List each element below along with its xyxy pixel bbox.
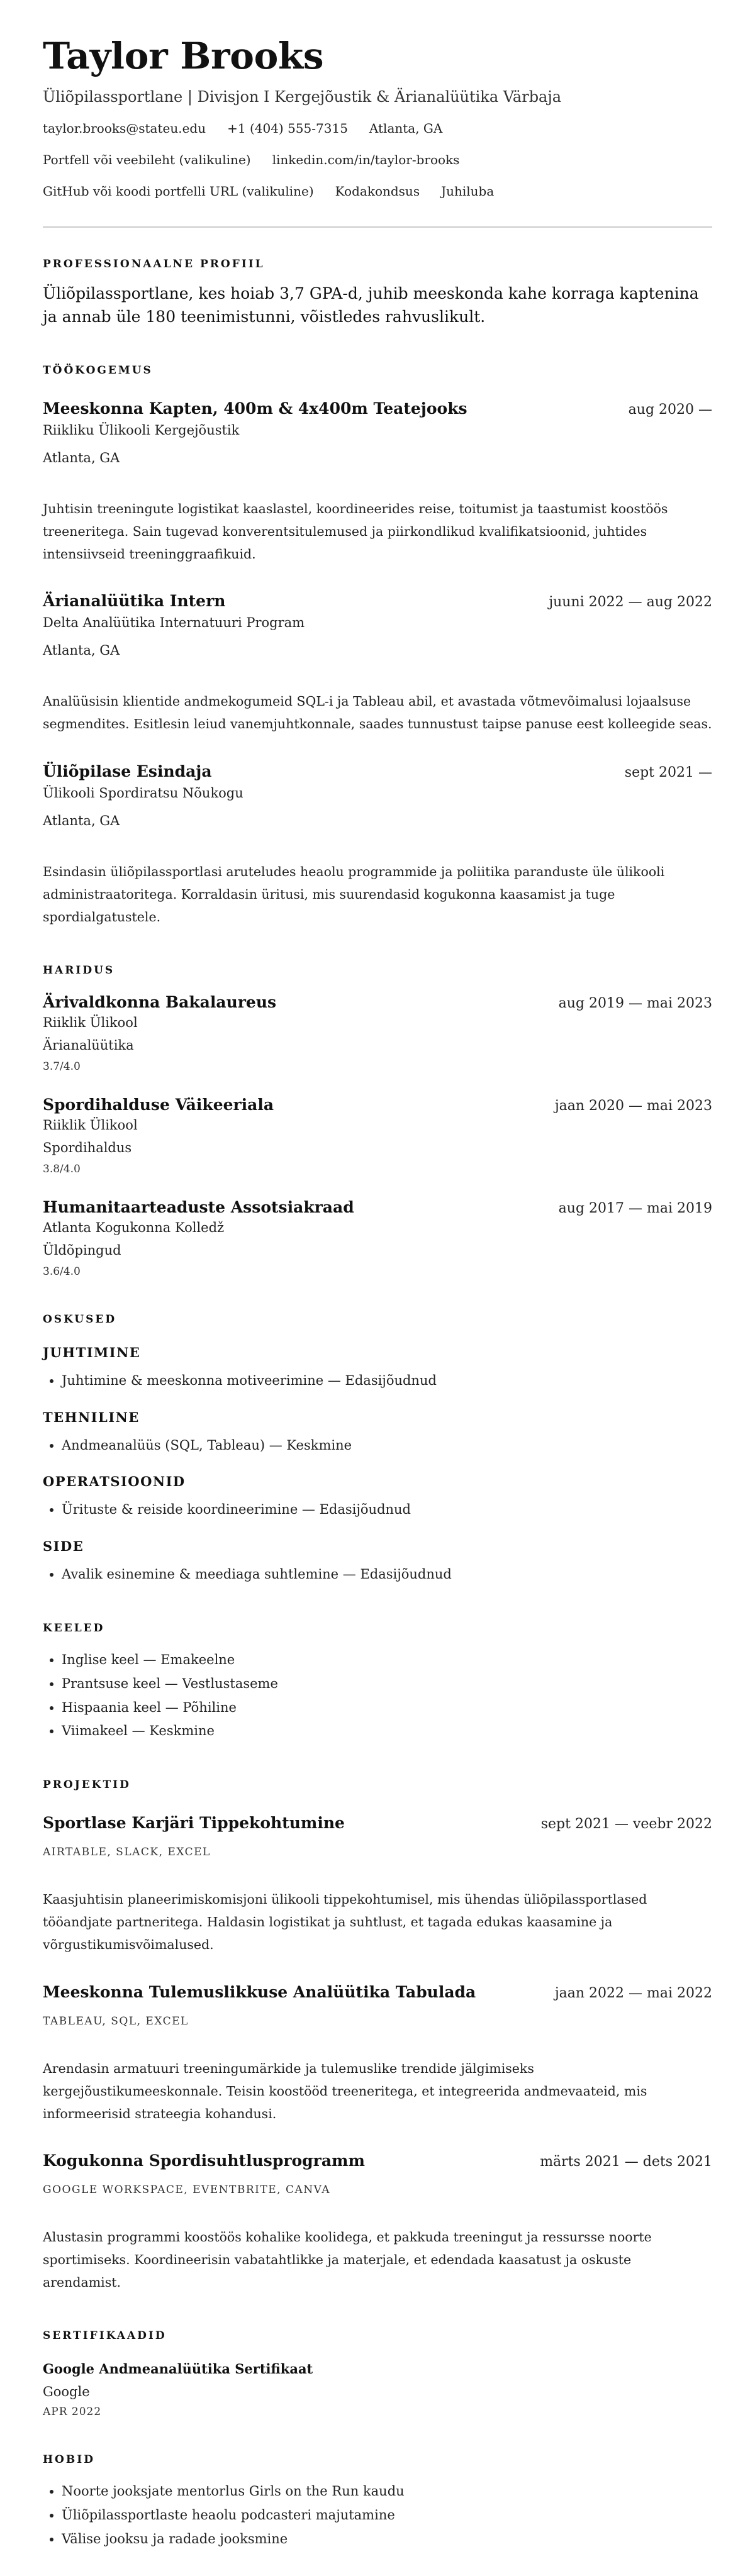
project-date: jaan 2022 — mai 2022 — [554, 1985, 712, 2001]
project-tech: TABLEAU, SQL, EXCEL — [43, 2014, 189, 2028]
job-title: Üliõpilase Esindaja — [43, 762, 212, 781]
job-description: Analüüsisin klientide andmekogumeid SQL-i ja Tableau abil, et avastada võtmevõimalusi lojaalsuse segmendites. Esitlesin leiud vanemjuhtkonnale, saades tunnustust taipse panuse eest kolleegide seas. — [43, 694, 712, 732]
projects-section — [43, 1779, 712, 2294]
languages-section — [43, 1622, 712, 1743]
school-name: Riiklik Ülikool — [43, 1014, 138, 1030]
candidate-name: Taylor Brooks — [43, 35, 324, 77]
projects-section-title: PROJEKTID — [43, 1779, 131, 1792]
field-of-study: Üldõpingud — [43, 1242, 121, 1258]
degree-title: Spordihalduse Väikeeriala — [43, 1095, 274, 1114]
linkedin-link[interactable]: linkedin.com/in/taylor-brooks — [272, 152, 460, 167]
job-entry — [43, 592, 712, 736]
project-description: Alustasin programmi koostöös kohalike koolidega, et pakkuda treeningut ja ressursse noorte sportimiseks. Koordineerisin vabatahtlikke ja materjale, et edendada kaasatust ja oskuste arendamist. — [43, 2229, 652, 2290]
skill-item: • Juhtimine & meeskonna motiveerimine — Edasijõudnud — [62, 1369, 712, 1393]
skill-item: • Andmeanalüüs (SQL, Tableau) — Keskmine — [62, 1434, 712, 1458]
header-divider — [43, 226, 712, 228]
citizenship: Kodakondsus — [335, 183, 420, 199]
hobby-item: • Välise jooksu ja radade jooksmine — [62, 2528, 712, 2551]
hobby-item: • Üliõpilassportlaste heaolu podcasteri majutamine — [62, 2504, 712, 2528]
job-title: Meeskonna Kapten, 400m & 4x400m Teatejooks — [43, 399, 467, 418]
skills-section-title: OSKUSED — [43, 1313, 117, 1326]
education-section — [43, 964, 712, 1278]
education-section-title: HARIDUS — [43, 963, 115, 977]
project-entry — [43, 2151, 712, 2294]
profile-section-title: PROFESSIONAALNE PROFIIL — [43, 257, 265, 270]
education-date: aug 2019 — mai 2023 — [558, 995, 712, 1011]
hobby-list — [43, 2480, 712, 2551]
headline: Üliõpilassportlane | Divisjon I Kergejõustik & Ärianalüütika Värbaja — [43, 87, 562, 106]
project-tech: GOOGLE WORKSPACE, EVENTBRITE, CANVA — [43, 2184, 331, 2197]
gpa: 3.6/4.0 — [43, 1265, 81, 1278]
skill-list — [43, 1369, 712, 1393]
gpa: 3.8/4.0 — [43, 1162, 81, 1175]
gpa: 3.7/4.0 — [43, 1060, 81, 1073]
field-of-study: Ärianalüütika — [43, 1037, 134, 1053]
contact-row-2 — [43, 152, 712, 167]
skill-category-title: SIDE — [43, 1538, 84, 1555]
drivers-license: Juhiluba — [441, 183, 495, 199]
portfolio-link[interactable]: Portfell või veebileht (valikuline) — [43, 152, 251, 167]
skill-list — [43, 1434, 712, 1458]
education-date: jaan 2020 — mai 2023 — [554, 1097, 712, 1114]
education-entry — [43, 993, 712, 1073]
resume-header — [43, 36, 712, 199]
certificate-name: Google Andmeanalüütika Sertifikaat — [43, 2361, 313, 2377]
job-date: aug 2020 — — [628, 401, 712, 418]
school-name: Atlanta Kogukonna Kolledž — [43, 1219, 225, 1235]
language-item: • Viimakeel — Keskmine — [62, 1719, 712, 1743]
job-location: Atlanta, GA — [43, 813, 120, 829]
job-location: Atlanta, GA — [43, 643, 120, 658]
job-location: Atlanta, GA — [43, 450, 120, 465]
hobbies-section — [43, 2453, 712, 2551]
skill-category-title: JUHTIMINE — [43, 1344, 141, 1360]
skill-category-title: OPERATSIOONID — [43, 1474, 186, 1490]
email-link[interactable]: taylor.brooks@stateu.edu — [43, 120, 206, 136]
github-link[interactable]: GitHub või koodi portfelli URL (valikuline) — [43, 183, 314, 199]
skills-section — [43, 1313, 712, 1587]
project-title: Meeskonna Tulemuslikkuse Analüütika Tabulada — [43, 1982, 476, 2001]
job-company: Ülikooli Spordiratsu Nõukogu — [43, 786, 243, 801]
certificate-issuer: Google — [43, 2384, 90, 2400]
contact-row-3 — [43, 184, 712, 199]
language-item: • Hispaania keel — Põhiline — [62, 1696, 712, 1720]
skill-list — [43, 1563, 712, 1587]
project-description: Arendasin armatuuri treeningumärkide ja tulemuslike trendide jälgimiseks kergejõustikumeeskonnale. Teisin koostööd treeneritega, et integreerida andmevaateid, mis informeerisid strateegia kohandusi. — [43, 2060, 647, 2121]
degree-title: Humanitaarteaduste Assotsiakraad — [43, 1197, 354, 1216]
hobby-item: • Noorte jooksjate mentorlus Girls on the Run kaudu — [62, 2480, 712, 2504]
language-item: • Inglise keel — Emakeelne — [62, 1648, 712, 1672]
field-of-study: Spordihaldus — [43, 1140, 132, 1155]
job-date: sept 2021 — — [624, 765, 712, 781]
hobbies-section-title: HOBID — [43, 2453, 95, 2467]
profile-section — [43, 258, 712, 329]
job-title: Ärianalüütika Intern — [43, 592, 226, 611]
profile-text: Üliõpilassportlane, kes hoiab 3,7 GPA-d, juhib meeskonda kahe korraga kaptenina ja annab üle 180 teenimistunni, võistledes rahvuslikult. — [43, 284, 699, 326]
phone-number[interactable]: +1 (404) 555-7315 — [227, 120, 348, 136]
project-description: Kaasjuhtisin planeerimiskomisjoni ülikooli tippekohtumisel, mis ühendas üliõpilassportlased tööandjate partneritega. Haldasin logistikat ja suhtlust, et tagada edukas kaasamine ja võrgustikumisvõimalused. — [43, 1892, 647, 1952]
skill-category-title: TEHNILINE — [43, 1409, 140, 1425]
location: Atlanta, GA — [369, 120, 443, 136]
project-date: sept 2021 — veebr 2022 — [540, 1816, 712, 1833]
project-tech: AIRTABLE, SLACK, EXCEL — [43, 1846, 211, 1859]
job-description: Juhtisin treeningute logistikat kaaslastel, koordineerides reise, toitumist ja taastumist koostöös treeneritega. Sain tugevad konverentsitulemused ja piirkondlikud kvalifikatsioonid, juhtides intensiivseid treeninggraafikuid. — [43, 501, 668, 562]
degree-title: Ärivaldkonna Bakalaureus — [43, 992, 277, 1011]
languages-section-title: KEELED — [43, 1621, 105, 1635]
certificates-section — [43, 2329, 712, 2418]
certificate-date: APR 2022 — [43, 2406, 102, 2419]
skill-list — [43, 1498, 712, 1522]
language-list — [43, 1648, 712, 1743]
job-entry — [43, 762, 712, 929]
skill-item: • Ürituste & reiside koordineerimine — Edasijõudnud — [62, 1498, 712, 1522]
experience-section — [43, 364, 712, 929]
project-entry — [43, 1814, 712, 1957]
project-date: märts 2021 — dets 2021 — [540, 2154, 712, 2170]
education-date: aug 2017 — mai 2019 — [558, 1200, 712, 1216]
job-description: Esindasin üliõpilassportlasi aruteludes heaolu programmide ja poliitika paranduste üle ülikooli administraatoritega. Korraldasin üritusi, mis suurendasid kogukonna kaasamist ja tuge spordialgatustele. — [43, 864, 665, 924]
experience-section-title: TÖÖKOGEMUS — [43, 364, 153, 377]
job-entry — [43, 399, 712, 566]
school-name: Riiklik Ülikool — [43, 1117, 138, 1133]
contact-row-1 — [43, 121, 712, 136]
education-entry — [43, 1096, 712, 1175]
job-company: Riikliku Ülikooli Kergejõustik — [43, 422, 240, 438]
job-date: juuni 2022 — aug 2022 — [549, 594, 712, 611]
language-item: • Prantsuse keel — Vestlustaseme — [62, 1672, 712, 1696]
education-entry — [43, 1198, 712, 1278]
job-company: Delta Analüütika Internatuuri Program — [43, 615, 305, 631]
skill-item: • Avalik esinemine & meediaga suhtlemine — Edasijõudnud — [62, 1563, 712, 1587]
project-title: Sportlase Karjäri Tippekohtumine — [43, 1814, 345, 1833]
certificates-section-title: SERTIFIKAADID — [43, 2329, 167, 2343]
project-title: Kogukonna Spordisuhtlusprogramm — [43, 2151, 365, 2170]
project-entry — [43, 1983, 712, 2126]
